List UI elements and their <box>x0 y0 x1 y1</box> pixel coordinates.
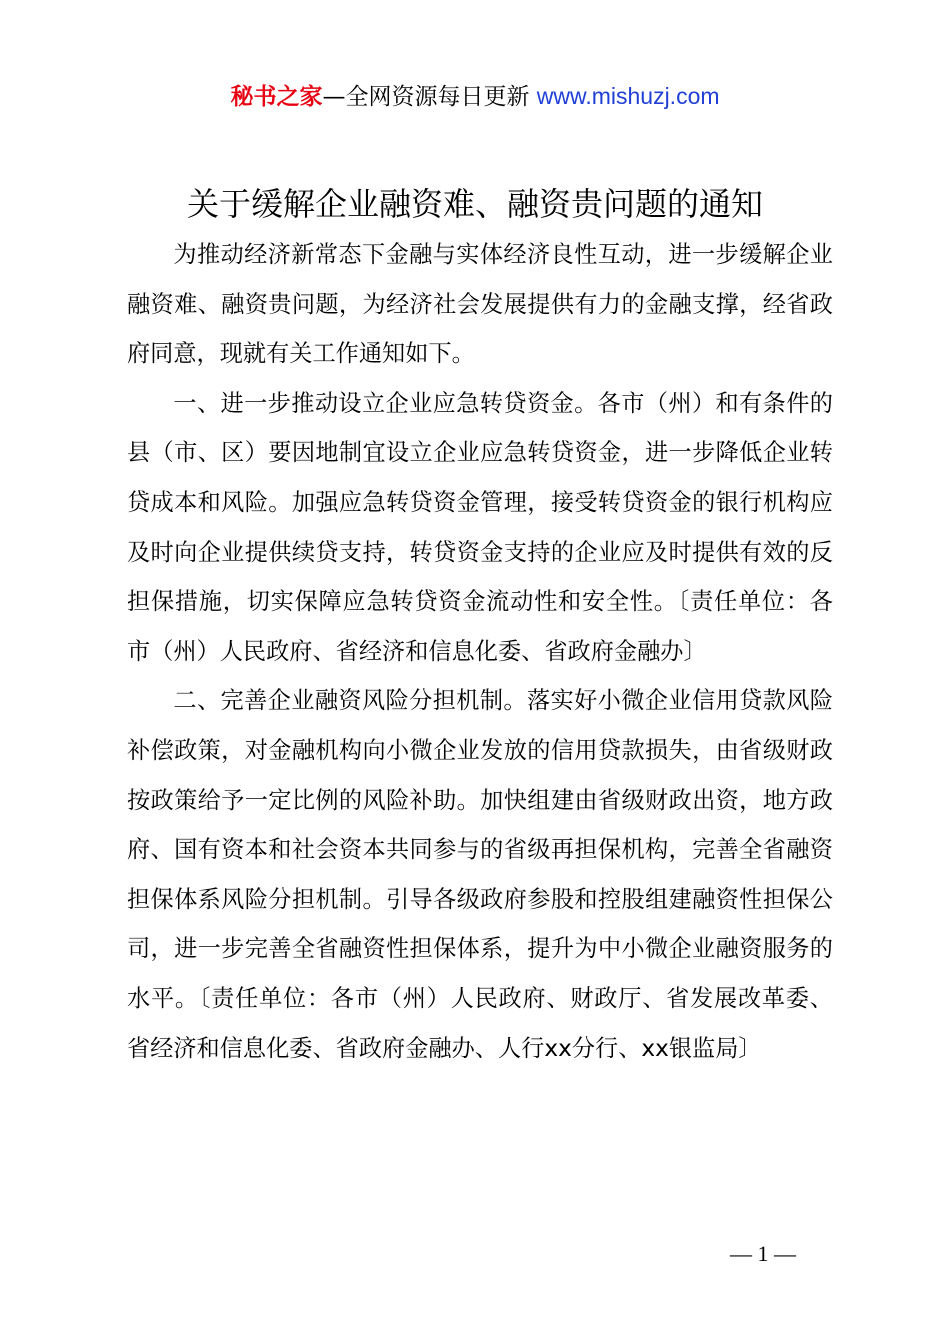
site-brand: 秘书之家 <box>230 84 323 110</box>
page-number: — 1 — <box>730 1241 796 1266</box>
section-one-paragraph: 一、进一步推动设立企业应急转贷资金。各市（州）和有条件的县（市、区）要因地制宜设立企业应急转贷资金，进一步降低企业转贷成本和风险。加强应急转贷资金管理，接受转贷资金的银行机构应及时向企业提供续贷支持，转贷资金支持的企业应及时提供有效的反担保措施，切实保障应急转贷资金流动性和安全性。〔责任单位：各市（州）人民政府、省经济和信息化委、省政府金融办〕 <box>127 389 833 665</box>
site-slogan: —全网资源每日更新 <box>322 84 530 110</box>
site-url-link[interactable]: www.mishuzj.com <box>536 83 720 109</box>
intro-paragraph: 为推动经济新常态下金融与实体经济良性互动，进一步缓解企业融资难、融资贵问题，为经济社会发展提供有力的金融支撑，经省政府同意，现就有关工作通知如下。 <box>127 241 833 368</box>
section-two-paragraph: 二、完善企业融资风险分担机制。落实好小微企业信用贷款风险补偿政策，对金融机构向小微企业发放的信用贷款损失，由省级财政按政策给予一定比例的风险补助。加快组建由省级财政出资，地方政府、国有资本和社会资本共同参与的省级再担保机构，完善全省融资担保体系风险分担机制。引导各级政府参股和控股组建融资性担保公司，进一步完善全省融资性担保体系，提升为中小微企业融资服务的水平。〔责任单位：各市（州）人民政府、财政厅、省发展改革委、省经济和信息化委、省政府金融办、人行xx分行、xx银监局〕 <box>127 687 833 1062</box>
document-title: 关于缓解企业融资难、融资贵问题的通知 <box>186 185 763 223</box>
site-header <box>0 80 950 113</box>
document-body <box>127 230 833 1073</box>
